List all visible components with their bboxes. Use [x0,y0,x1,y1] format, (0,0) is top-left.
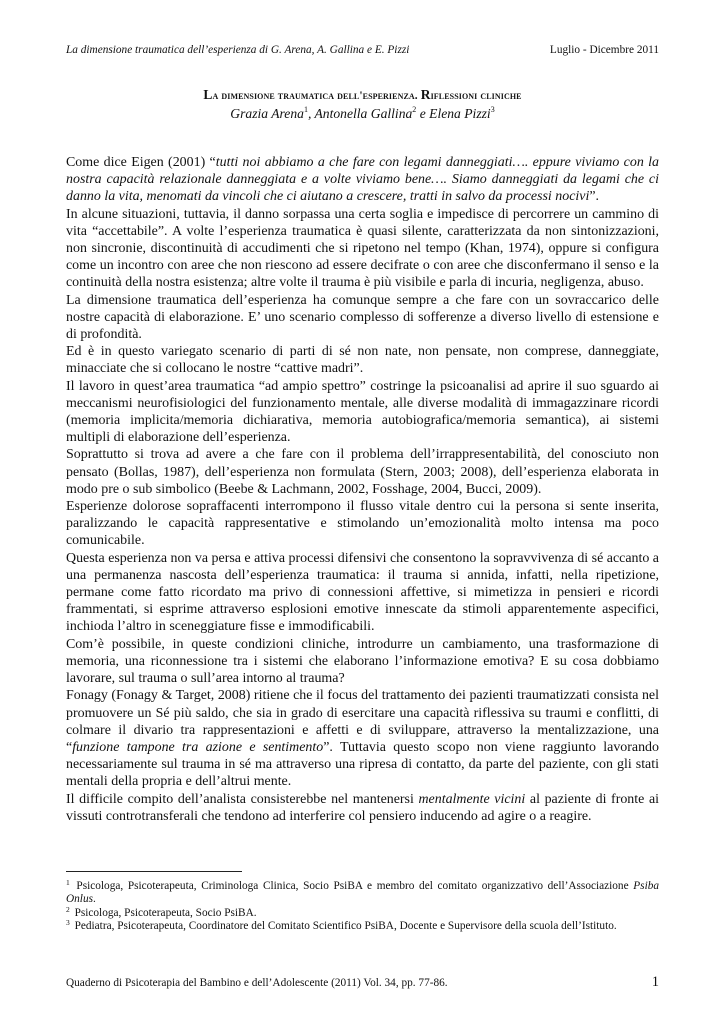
paragraph: Il lavoro in quest’area traumatica “ad ampio spettro” costringe la psicoanalisi ad aprire il suo sguardo ai meccanismi neurofisiologici del funzionamento mentale, alle diverse modalità di immagazzinare ricordi (memoria implicita/memoria dichiarativa, memoria autobiografica/memoria semantica), ai sistemi multipli di elaborazione dell’esperienza. [66,378,659,446]
paragraph-text: al paziente di fronte ai vissuti controtransferali che tendono ad interferire col pensiero inducendo ad agire o a reagire. [66,791,660,824]
title-initial-2: R [420,87,431,102]
article-title [0,86,725,105]
paragraph: Com’è possibile, in queste condizioni cliniche, introdurre un cambiamento, una trasformazione di memoria, una riconnessione tra i sistemi che elaborano l’informazione emotiva? E su cosa dobbiamo lavorare, sul trauma o sull’area intorno al trauma? [66,636,659,687]
paragraph [66,791,659,825]
paragraph-text: Il difficile compito dell’analista consisterebbe nel mantenersi [66,791,419,807]
paragraph-text: Come dice Eigen (2001) “ [66,155,216,170]
footnote-marker[interactable]: 2 [412,105,417,114]
footnote [66,904,659,920]
title-initial-1: L [203,87,213,102]
running-header-title: La dimensione traumatica dell’esperienza di G. Arena, A. Gallina e E. Pizzi [66,44,410,56]
author-separator: e [416,106,430,121]
footnote-italic: Psiba Onlus [66,880,659,906]
author-name: Elena Pizzi [429,106,491,121]
footnote-number: 2 [66,904,70,914]
footnote-divider [66,871,242,872]
paragraph [66,154,659,206]
running-header-date: Luglio - Dicembre 2011 [549,44,659,56]
paragraph: Ed è in questo variegato scenario di parti di sé non nate, non pensate, non comprese, danneggiate, minacciate che si collocano le nostre “cattive madri”. [66,344,659,377]
footnote [66,920,659,933]
title-part-2: iflessioni cliniche [430,90,522,102]
paragraph-text: ”. Tuttavia questo scopo non viene raggiunto lavorando necessariamente sul trauma in sé ma attraverso una ripresa di contatto, da parte del paziente, con gli stati mentali della propria e dell’altrui mente. [66,739,659,790]
footnote-text: Psicologa, Psicoterapeuta, Criminologa Clinica, Socio PsiBA e membro del comitato organizzativo dell’Associazione [76,880,634,892]
page-footer [66,974,659,991]
paragraph-text: ”. [589,189,600,205]
emphasis: mentalmente vicini [418,791,526,807]
author-name: Grazia Arena [230,106,304,121]
paragraph [66,687,659,790]
page-number: 1 [651,974,659,990]
quotation: funzione tampone tra azione e sentimento [72,739,324,755]
footnote-text: . [93,893,96,906]
author-line [0,105,725,122]
running-header [66,44,659,56]
author-separator: , [307,106,315,121]
footnote-text: Psicologa, Psicoterapeuta, Socio PsiBA. [74,906,257,919]
paragraph-text: Fonagy (Fonagy & Target, 2008) ritiene che il focus del trattamento dei pazienti traumatizzati consista nel promuovere un Sé più saldo, che sia in grado di esercitare una capacità riflessiva su traumi e conflitti, di colmare il divario tra rappresentazioni e affetti e di sviluppare, attraverso la mentalizzazione, una “ [66,688,659,755]
article-body [66,154,659,825]
footnote [66,880,659,907]
author-name: Antonella Gallina [314,106,413,121]
paragraph: In alcune situazioni, tuttavia, il danno sorpassa una certa soglia e impedisce di percorrere un cammino di vita “accettabile”. A volte l’esperienza traumatica è quasi silente, caratterizzata da non sintonizzazioni, non sincronie, discontinuità di accudimenti che si ripetono nel tempo (Khan, 1974), oppure si configura come un incontro con aree che non riescono ad essere decifrate o con aree che disconfermano il senso e la continuità della nostra esistenza; altre volte il trauma è più visibile e parla di incuria, negligenza, abuso. [66,206,659,291]
footnote-text: Pediatra, Psicoterapeuta, Coordinatore del Comitato Scientifico PsiBA, Docente e Supervisore della scuola dell’Istituto. [74,920,617,933]
title-part-1: a dimensione traumatica dell'esperienza. [212,90,421,102]
footnote-marker[interactable]: 1 [303,105,308,114]
quotation: tutti noi abbiamo a che fare con legami danneggiati…. eppure viviamo con la nostra capacità relazionale danneggiata e a volte viviamo bene…. Siamo danneggiati da legami che ci danno la vita, menomati da vincoli che ci aiutano a crescere, tratti in salvo da processi nocivi [66,155,659,205]
paragraph: Soprattutto si trova ad avere a che fare con il problema dell’irrappresentabilità, del conosciuto non pensato (Bollas, 1987), dell’esperienza non formulata (Stern, 2003; 2008), dell’esperienza elaborata in modo pre o sub simbolico (Beebe & Lachmann, 2002, Fosshage, 2004, Bucci, 2009). [66,447,659,497]
title-block [0,86,725,122]
journal-citation: Quaderno di Psicoterapia del Bambino e dell’Adolescente (2011) Vol. 34, pp. 77-86. [66,977,448,989]
footnote-marker[interactable]: 3 [490,105,495,114]
footnote-number: 3 [66,918,70,928]
paragraph: La dimensione traumatica dell’esperienza ha comunque sempre a che fare con un sovraccarico delle nostre capacità di elaborazione. E’ uno scenario complesso di sofferenze a diverso livello di estensione e di profondità. [66,292,659,343]
paragraph: Esperienze dolorose sopraffacenti interrompono il flusso vitale dentro cui la persona si sente inserita, paralizzando le capacità rappresentative e stimolando un’emozionalità molto intensa ma poco comunicabile. [66,499,659,549]
footnotes [66,880,659,934]
paragraph: Questa esperienza non va persa e attiva processi difensivi che consentono la sopravvivenza di sé accanto a una permanenza nascosta dell’esperienza traumatica: il trauma si annida, infatti, nella ripetizione, permane come fatto ricordato ma privo di connessioni affettive, si mimetizza in pensieri e ricordi frammentati, si esprime attraverso esplosioni emotive innescate da stimoli apparentemente aspecifici, inchioda l’altro in sceneggiature fisse e immodificabili. [66,550,659,635]
footnote-number: 1 [66,878,70,887]
